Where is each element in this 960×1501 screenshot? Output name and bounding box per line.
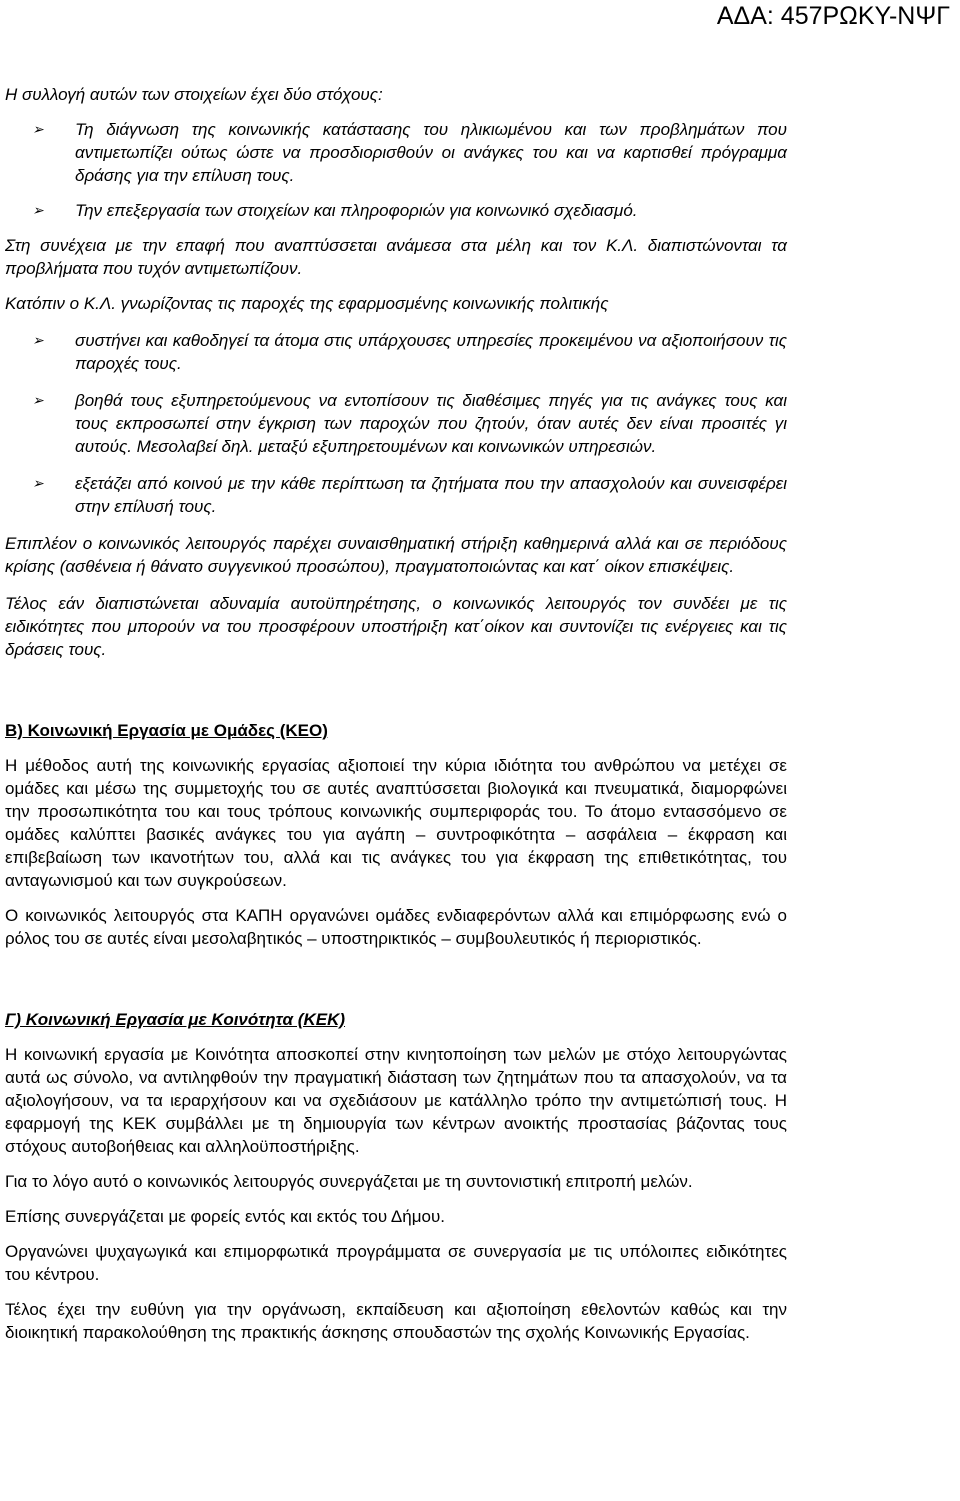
- end-paragraph: Τέλος εάν διαπιστώνεται αδυναμία αυτοϋπηρέτησης, ο κοινωνικός λειτουργός τον συνδέει με τις ειδικότητες που μπορούν να του προσφέρουν υποστήριξη κατ΄οίκον και συντονίζει τις ενέργειες και τις δράσεις τους.: [5, 594, 787, 659]
- duty-item: ➢ βοηθά τους εξυπηρετούμενους να εντοπίσουν τις διαθέσιμες πηγές για τις ανάγκες τους και τους εκπροσωπεί στην έγκριση των παροχών που ζητούν, όταν αυτές δεν είναι προσιτές γι αυτούς. Μεσολαβεί δηλ. μεταξύ εξυπηρετουμένων και κοινωνικών υπηρεσιών.: [32, 391, 787, 456]
- document-body: [5, 83, 787, 1344]
- section-c-paragraph: Τέλος έχει την ευθύνη για την οργάνωση, εκπαίδευση και αξιοποίηση εθελοντών καθώς και την διοικητική παρακολούθηση της πρακτικής άσκησης σπουδαστών της σχολής Κοινωνικής Εργασίας.: [5, 1300, 787, 1342]
- arrow-bullet-icon: ➢: [32, 332, 44, 348]
- section-c-paragraph: Οργανώνει ψυχαγωγικά και επιμορφωτικά προγράμματα σε συνεργασία με τις υπόλοιπες ειδικότητες του κέντρου.: [5, 1242, 787, 1284]
- section-b-title: Β) Κοινωνική Εργασία με Ομάδες (ΚΕΟ): [5, 721, 328, 740]
- section-b-paragraph: Ο κοινωνικός λειτουργός στα ΚΑΠΗ οργανώνει ομάδες ενδιαφερόντων αλλά και επιμόρφωσης ενώ ο ρόλος του σε αυτές είναι μεσολαβητικός – υποστηρικτικός – συμβουλευτικός ή περιοριστικός.: [5, 906, 787, 948]
- arrow-bullet-icon: ➢: [32, 475, 44, 491]
- duty-item: ➢ συστήνει και καθοδηγεί τα άτομα στις υπάρχουσες υπηρεσίες προκειμένου να αξιοποιήσουν τις παροχές τους.: [32, 331, 787, 373]
- section-c-paragraph: Για το λόγο αυτό ο κοινωνικός λειτουργός συνεργάζεται με τη συντονιστική επιτροπή μελών.: [5, 1172, 693, 1191]
- intro-text: Η συλλογή αυτών των στοιχείων έχει δύο στόχους:: [5, 85, 383, 104]
- then-paragraph: Κατόπιν ο Κ.Λ. γνωρίζοντας τις παροχές της εφαρμοσμένης κοινωνικής πολιτικής: [5, 294, 609, 313]
- contact-paragraph: Στη συνέχεια με την επαφή που αναπτύσσεται ανάμεσα στα μέλη και τον Κ.Λ. διαπιστώνονται τα προβλήματα που τυχόν αντιμετωπίζουν.: [5, 236, 787, 278]
- duty-item: ➢ εξετάζει από κοινού με την κάθε περίπτωση τα ζητήματα που την απασχολούν και συνεισφέρει στην επίλυσή τους.: [32, 474, 787, 516]
- ada-code: ΑΔΑ: 457ΡΩΚΥ-ΝΨΓ: [716, 2, 950, 30]
- arrow-bullet-icon: ➢: [32, 392, 44, 408]
- section-b-paragraph: Η μέθοδος αυτή της κοινωνικής εργασίας αξιοποιεί την κύρια ιδιότητα του ανθρώπου να μετέχει σε ομάδες και μέσω της συμμετοχής του σε αυτές αναπτύσσεται βιολογικά και πνευματικά, διαμορφώνει την προσωπικότητα του και τους τρόπους κοινωνικής συμπεριφοράς του. Το άτομο εντασσόμενο σε ομάδες καλύπτει βασικές ανάγκες του για αγάπη – συντροφικότητα – ασφάλεια – έκφραση και επιβεβαίωση των ικανοτήτων του, αλλά και τις ανάγκες του για έκφραση της επιθετικότητας, του ανταγωνισμού και των συγκρούσεων.: [5, 756, 787, 890]
- section-c-paragraph: Η κοινωνική εργασία με Κοινότητα αποσκοπεί στην κινητοποίηση των μελών με στόχο λειτουργώντας αυτά ως σύνολο, να αντιληφθούν την πραγματική διάσταση των ζητημάτων που τα απασχολούν, να τα αξιολογήσουν, να τα ιεραρχήσουν και να σχεδιάσουν με κατάλληλο τρόπο την αντιμετώπισή τους. Η εφαρμογή της ΚΕΚ συμβάλλει με τη δημιουργία των κέντρων ανοικτής προστασίας βάζοντας τους στόχους αυτοβοήθειας και αλληλοϋποστήριξης.: [5, 1045, 787, 1156]
- section-c-paragraph: Επίσης συνεργάζεται με φορείς εντός και εκτός του Δήμου.: [5, 1207, 446, 1226]
- support-paragraph: Επιπλέον ο κοινωνικός λειτουργός παρέχει συναισθηματική στήριξη καθημερινά αλλά και σε περιόδους κρίσης (ασθένεια ή θάνατο συγγενικού προσώπου), πραγματοποιώντας και κατ΄ οίκον επισκέψεις.: [5, 534, 787, 576]
- arrow-bullet-icon: ➢: [32, 121, 44, 137]
- arrow-bullet-icon: ➢: [32, 202, 44, 218]
- section-c-title: Γ) Κοινωνική Εργασία με Κοινότητα (ΚΕΚ): [5, 1010, 346, 1029]
- goal-item: ➢ Τη διάγνωση της κοινωνικής κατάστασης του ηλικιωμένου και των προβλημάτων που αντιμετωπίζει ούτως ώστε να προσδιορισθούν οι ανάγκες του και να καρτισθεί πρόγραμμα δράσης για την επίλυση τους.: [32, 120, 787, 185]
- goal-item: ➢ Την επεξεργασία των στοιχείων και πληροφοριών για κοινωνικό σχεδιασμό.: [32, 201, 638, 220]
